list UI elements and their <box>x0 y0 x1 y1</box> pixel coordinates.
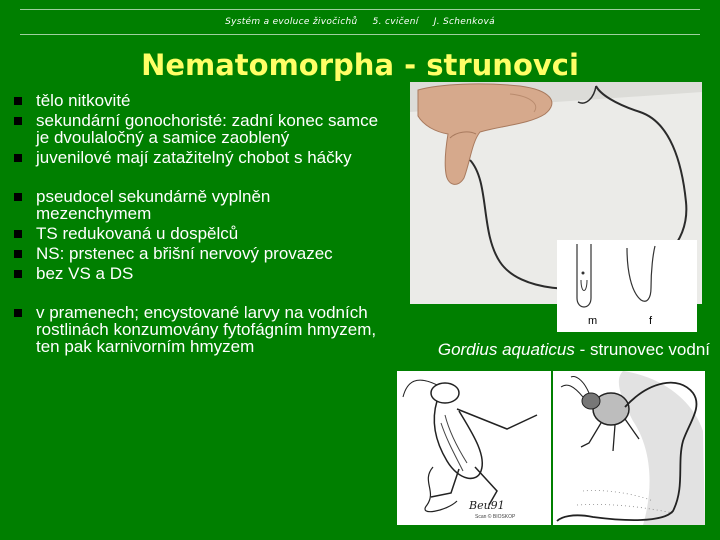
bullet-item <box>14 112 384 146</box>
slide-title: Nematomorpha - strunovci <box>141 48 579 82</box>
bullet-square-icon <box>14 154 22 162</box>
bullet-item <box>14 225 384 242</box>
bullet-text: bez VS a DS <box>36 264 134 283</box>
male-female-ends-drawing <box>557 240 697 332</box>
bullet-square-icon <box>14 117 22 125</box>
bullet-square-icon <box>14 309 22 317</box>
bullet-text: juvenilové mají zatažitelný chobot s háčky <box>36 148 352 167</box>
bullet-text: NS: prstenec a břišní nervový provazec <box>36 244 333 263</box>
bullet-text: sekundární gonochoristé: zadní konec samce je dvoulaločný a samice zaoblený <box>36 111 379 147</box>
label-male: m <box>588 315 598 327</box>
header-author: J. Schenková <box>433 17 495 27</box>
bullet-item <box>14 265 384 282</box>
drawing-signature: Beu91 <box>469 499 505 512</box>
bullet-item <box>14 188 384 222</box>
bullet-item <box>14 149 384 166</box>
figure-caption <box>380 340 710 360</box>
slide-header <box>0 17 720 27</box>
bullet-text: tělo nitkovité <box>36 91 131 110</box>
bullet-square-icon <box>14 230 22 238</box>
bullet-text: v pramenech; encystované larvy na vodních rostlinách konzumovány fytofágním hmyzem, ten pak karnivorním hmyzem <box>36 303 377 356</box>
bullet-list <box>14 92 384 355</box>
bullet-square-icon <box>14 270 22 278</box>
bullet-item <box>14 92 384 109</box>
top-rule <box>20 9 700 10</box>
bullet-square-icon <box>14 250 22 258</box>
cricket-host-drawing <box>397 371 551 525</box>
beetle-host-drawing <box>553 371 705 525</box>
bullet-square-icon <box>14 193 22 201</box>
bullet-item <box>14 304 384 355</box>
species-name: Gordius aquaticus <box>437 340 575 359</box>
species-common-name: - strunovec vodní <box>574 340 710 359</box>
header-rule <box>20 34 700 35</box>
bullet-text: pseudocel sekundárně vyplněn mezenchymem <box>36 187 271 223</box>
bullet-square-icon <box>14 97 22 105</box>
header-course: Systém a evoluce živočichů <box>225 17 358 27</box>
label-female: f <box>649 315 653 327</box>
drawing-credit: Scan © BIOSKOP <box>475 514 516 520</box>
bullet-item <box>14 245 384 262</box>
bullet-text: TS redukovaná u dospělců <box>36 224 239 243</box>
header-exercise: 5. cvičení <box>372 17 419 27</box>
